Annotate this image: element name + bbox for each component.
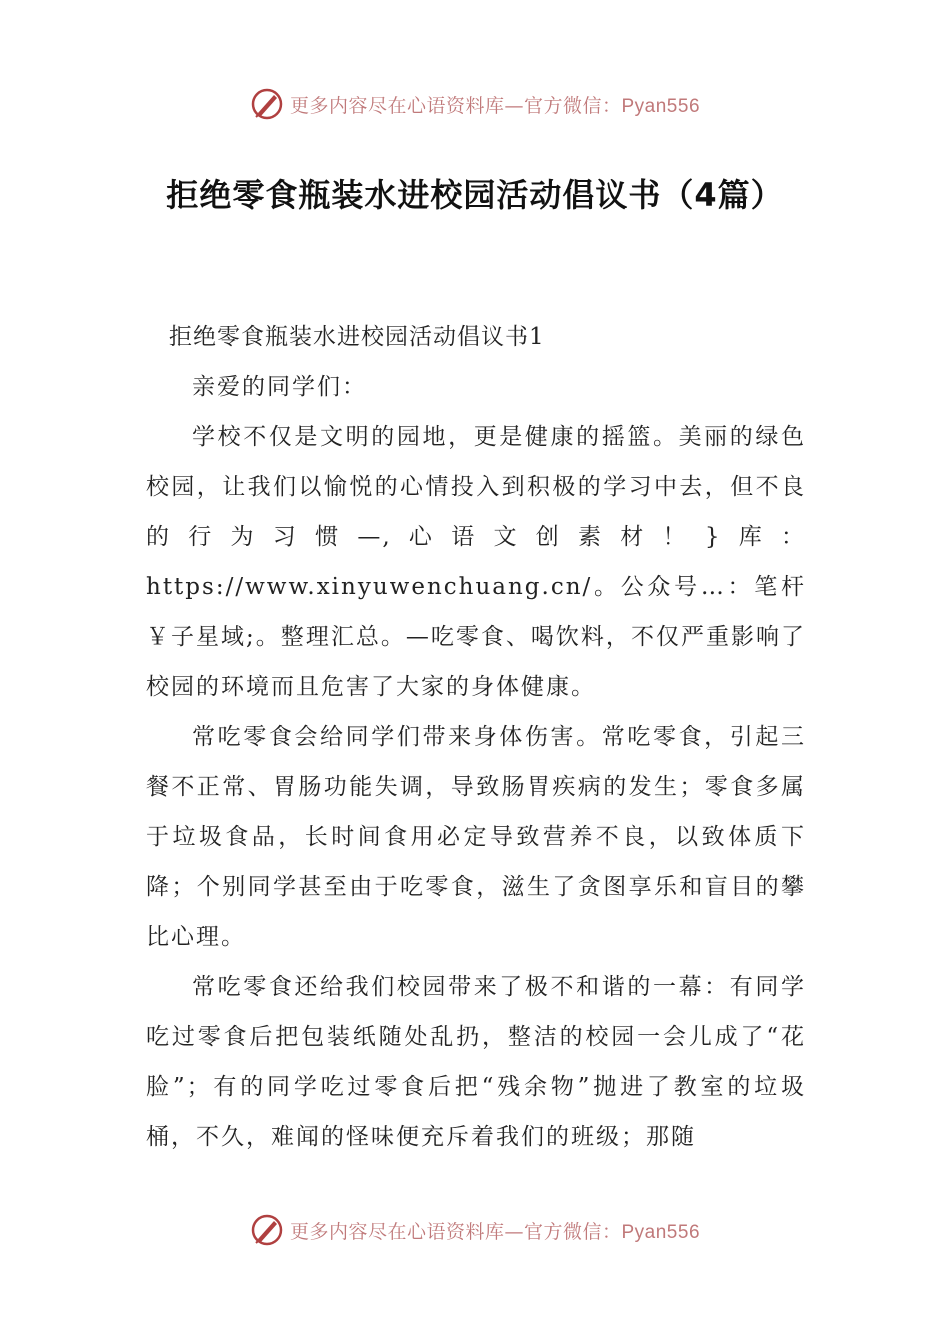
document-body: [146, 312, 806, 1162]
pen-logo-icon: [250, 1213, 284, 1247]
pen-logo-icon: [250, 87, 284, 121]
greeting: 亲爱的同学们：: [192, 374, 367, 400]
paragraph: 常吃零食还给我们校园带来了极不和谐的一幕：有同学吃过零食后把包装纸随处乱扔，整洁的校园一会儿成了“花脸”；有的同学吃过零食后把“残余物”抛进了教室的垃圾桶，不久，难闻的怪味便充斥着我们的班级；那随: [146, 974, 806, 1150]
paragraph: 常吃零食会给同学们带来身体伤害。常吃零食，引起三餐不正常、胃肠功能失调，导致肠胃疾病的发生；零食多属于垃圾食品，长时间食用必定导致营养不良，以致体质下降；个别同学甚至由于吃零食，滋生了贪图享乐和盲目的攀比心理。: [146, 724, 806, 950]
paragraph: 学校不仅是文明的园地，更是健康的摇篮。美丽的绿色校园，让我们以愉悦的心情投入到积极的学习中去，但不良的行为习惯—,心语文创素材！}库：https://www.xinyuwenchuang.cn/。公众号…：笔杆￥子星域;。整理汇总。—吃零食、喝饮料，不仅严重影响了校园的环境而且危害了大家的身体健康。: [146, 424, 806, 700]
header-banner: [0, 84, 950, 124]
wechat-id: Pyan556: [621, 1221, 701, 1243]
footer-banner: [0, 1210, 950, 1250]
document-title: 拒绝零食瓶装水进校园活动倡议书（4篇）: [166, 176, 784, 214]
banner-text: 更多内容尽在心语资料库—官方微信：Pyan556: [289, 1220, 701, 1243]
section-heading: 拒绝零食瓶装水进校园活动倡议书1: [169, 324, 545, 350]
wechat-id: Pyan556: [621, 95, 701, 117]
banner-text: 更多内容尽在心语资料库—官方微信：Pyan556: [289, 94, 701, 117]
